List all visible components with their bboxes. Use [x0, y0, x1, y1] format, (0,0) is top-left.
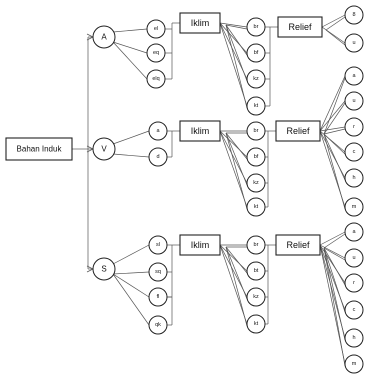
connector-line: [326, 30, 345, 45]
s-iklim-box: [180, 235, 220, 255]
a-sub-node-1: [147, 44, 165, 62]
a-climate-node-1-label: bf: [253, 50, 259, 56]
a-climate-node-3-label: kt: [253, 103, 259, 109]
v-relief-node-2: [345, 118, 363, 136]
connector-line: [324, 134, 345, 180]
a-sub-node-0-label: el: [153, 26, 159, 32]
a-sub-node-2: [147, 70, 165, 88]
v-climate-node-2-label: kz: [253, 180, 259, 186]
s-climate-node-0: [247, 236, 265, 254]
diagram-nodes: [6, 6, 363, 373]
s-sub-node-0: [149, 236, 167, 254]
v-relief-box: [276, 121, 320, 141]
connector-line: [113, 245, 149, 264]
v-relief-node-1: [345, 92, 363, 110]
connector-line: [226, 133, 247, 209]
a-sub-node-0: [147, 20, 165, 38]
v-climate-node-0-label: br: [253, 128, 259, 134]
v-relief-node-3-label: c: [352, 149, 356, 155]
v-climate-node-1-label: bf: [253, 154, 259, 160]
a-climate-node-3: [247, 97, 265, 115]
connector-line: [320, 245, 345, 258]
a-relief-box-label: Relief: [288, 22, 312, 32]
a-iklim-box-label: Iklim: [190, 18, 210, 28]
s-climate-node-1-label: bt: [253, 268, 259, 274]
s-relief-node-0-label: a: [352, 229, 356, 235]
connector-line: [324, 248, 345, 340]
v-climate-node-2: [247, 174, 265, 192]
s-climate-node-3-label: kt: [253, 321, 259, 327]
v-relief-node-5-label: m: [351, 204, 357, 210]
s-relief-box: [276, 235, 320, 255]
v-relief-node-4-label: h: [352, 175, 356, 181]
a-iklim-box: [180, 13, 220, 33]
s-sub-node-3: [149, 316, 167, 334]
parent-node-a-label: A: [101, 32, 107, 42]
s-climate-node-0-label: br: [253, 242, 259, 248]
connector-line: [320, 101, 345, 131]
parent-node-v-label: V: [101, 144, 107, 154]
s-relief-node-3-label: c: [352, 307, 356, 313]
v-relief-node-4: [345, 169, 363, 187]
s-iklim-box-label: Iklim: [190, 240, 210, 250]
parent-node-a: [93, 26, 115, 48]
connector-line: [113, 154, 149, 157]
connector-line: [320, 76, 345, 131]
connector-line: [220, 245, 247, 324]
a-sub-node-1-label: eq: [152, 50, 160, 56]
connector-line: [226, 133, 247, 159]
a-climate-node-2: [247, 70, 265, 88]
connector-line: [324, 248, 345, 366]
a-relief-node-0-label: 8: [352, 12, 356, 18]
s-sub-node-2-label: fl: [156, 294, 160, 300]
a-relief-node-1-label: u: [352, 40, 356, 46]
connector-line: [113, 274, 149, 297]
root-box: [6, 138, 72, 160]
connector-line: [226, 25, 247, 108]
s-relief-node-1: [345, 249, 363, 267]
connector-line: [226, 247, 247, 299]
connector-line: [113, 29, 147, 32]
a-relief-node-1: [345, 34, 363, 52]
v-sub-node-1-label: d: [156, 154, 160, 160]
a-climate-node-0: [247, 18, 265, 36]
v-sub-node-1: [149, 148, 167, 166]
v-iklim-box-label: Iklim: [190, 126, 210, 136]
connector-line: [322, 27, 345, 43]
v-climate-node-3: [247, 198, 265, 216]
connector-line: [324, 78, 345, 134]
s-relief-node-1-label: u: [352, 255, 356, 261]
a-relief-box: [278, 17, 322, 37]
parent-node-s: [93, 258, 115, 280]
s-relief-node-4-label: h: [352, 335, 356, 341]
v-relief-box-label: Relief: [286, 126, 310, 136]
s-relief-node-2-label: r: [353, 280, 355, 286]
connector-line: [113, 274, 149, 325]
v-relief-node-3: [345, 143, 363, 161]
parent-node-s-label: S: [101, 264, 107, 274]
s-sub-node-0-label: sl: [156, 242, 160, 248]
connector-line: [113, 131, 149, 144]
s-relief-node-3: [345, 301, 363, 319]
parent-node-v: [93, 138, 115, 160]
v-relief-node-0-label: a: [352, 73, 356, 79]
s-climate-node-3: [247, 315, 265, 333]
a-climate-node-1: [247, 44, 265, 62]
s-sub-node-1-label: sq: [155, 269, 161, 275]
v-relief-node-5: [345, 198, 363, 216]
v-relief-node-2-label: r: [353, 124, 355, 130]
v-relief-node-0: [345, 67, 363, 85]
connector-line: [226, 247, 247, 326]
s-sub-node-3-label: qk: [155, 322, 161, 328]
connector-line: [324, 103, 345, 134]
v-iklim-box: [180, 121, 220, 141]
s-climate-node-1: [247, 262, 265, 280]
s-relief-node-5-label: m: [351, 361, 357, 367]
a-climate-node-0-label: br: [253, 24, 259, 30]
connector-line: [220, 23, 247, 53]
connector-line: [220, 131, 247, 157]
v-climate-node-3-label: kt: [253, 204, 259, 210]
connector-line: [320, 232, 345, 245]
a-climate-node-2-label: kz: [253, 76, 259, 82]
v-relief-node-1-label: u: [352, 98, 356, 104]
connector-line: [320, 127, 345, 131]
s-relief-node-2: [345, 274, 363, 292]
s-sub-node-1: [149, 263, 167, 281]
v-sub-node-0-label: a: [156, 128, 160, 134]
s-sub-node-2: [149, 288, 167, 306]
connector-line: [113, 272, 149, 274]
s-relief-node-5: [345, 355, 363, 373]
s-relief-node-4: [345, 329, 363, 347]
v-climate-node-0: [247, 122, 265, 140]
root-box-label: Bahan Induk: [16, 144, 62, 154]
v-sub-node-0: [149, 122, 167, 140]
connector-line: [87, 269, 93, 272]
v-climate-node-1: [247, 148, 265, 166]
connector-lines: [72, 15, 345, 366]
s-relief-node-0: [345, 223, 363, 241]
s-relief-box-label: Relief: [286, 240, 310, 250]
a-relief-node-0: [345, 6, 363, 24]
connector-line: [87, 34, 93, 37]
s-climate-node-2: [247, 288, 265, 306]
connector-line: [220, 245, 247, 271]
s-climate-node-2-label: kz: [253, 294, 259, 300]
a-sub-node-2-label: elq: [152, 76, 160, 82]
